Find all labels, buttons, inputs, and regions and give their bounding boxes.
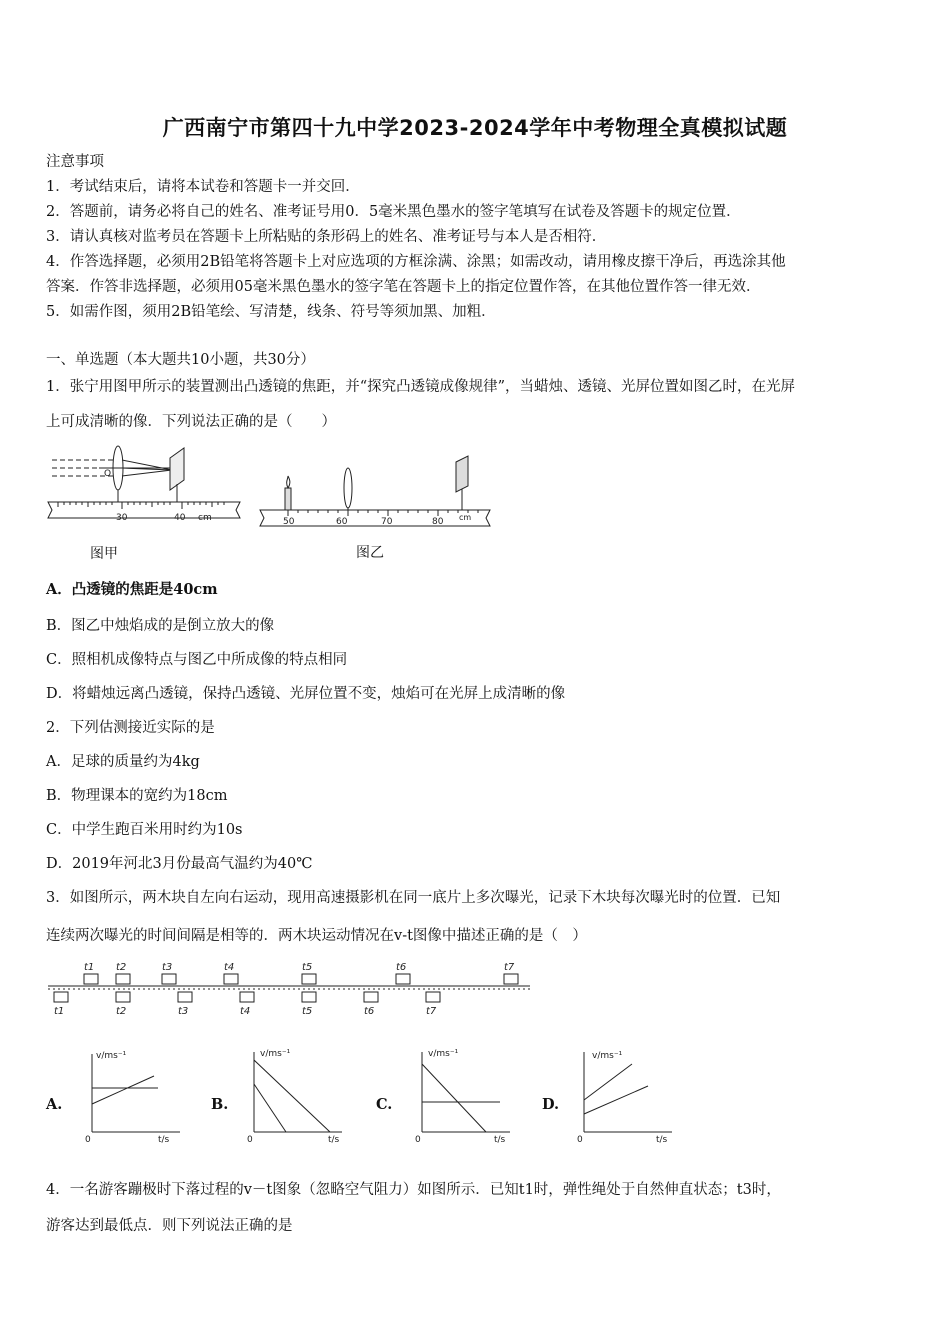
notice-item: 5．如需作图，须用2B铅笔绘、写清楚，线条、符号等须加黑、加粗． <box>46 304 496 320</box>
question-1-option-c: C．照相机成像特点与图乙中所成像的特点相同 <box>46 652 348 668</box>
ruler-tick-label: 40 <box>174 513 186 523</box>
origin-label: 0 <box>247 1135 253 1145</box>
question-1-option-b: B．图乙中烛焰成的是倒立放大的像 <box>46 618 275 634</box>
y-axis-label: v/ms⁻¹ <box>592 1051 623 1061</box>
question-2-option-c: C．中学生跑百米用时约为10s <box>46 822 243 838</box>
notice-item: 答案．作答非选择题，必须用05毫米黑色墨水的签字笔在答题卡上的指定位置作答，在其他位置作答一律无效． <box>46 279 761 295</box>
question-1-stem: 上可成清晰的像．下列说法正确的是（ ） <box>46 414 336 430</box>
graph-option-d <box>572 1046 682 1146</box>
notice-item: 4．作答选择题，必须用2B铅笔将答题卡上对应选项的方框涂满、涂黑；如需改动，请用橡皮擦干净后，再选涂其他 <box>46 254 786 270</box>
strobe-bottom-label: t4 <box>240 1006 251 1017</box>
graph-option-d-label: D. <box>542 1096 560 1113</box>
ruler-tick-label: 30 <box>116 513 128 523</box>
graph-option-b-label: B. <box>211 1096 229 1113</box>
graph-option-a <box>80 1046 190 1146</box>
graph-option-b <box>242 1046 352 1146</box>
question-3-stem: 连续两次曝光的时间间隔是相等的．两木块运动情况在v-t图像中描述正确的是（ ） <box>46 928 587 944</box>
strobe-top-label: t5 <box>302 962 313 973</box>
strobe-top-label: t7 <box>504 962 515 973</box>
ruler-tick-label: 60 <box>336 517 348 527</box>
notice-item: 3．请认真核对监考员在答题卡上所粘贴的条形码上的姓名、准考证号与本人是否相符． <box>46 229 607 245</box>
question-1-option-a: A．凸透镜的焦距是40cm <box>46 581 218 598</box>
origin-label: 0 <box>415 1135 421 1145</box>
question-2-option-a: A．足球的质量约为4kg <box>46 754 200 770</box>
strobe-bottom-label: t6 <box>364 1006 375 1017</box>
question-1-option-d: D．将蜡烛远离凸透镜，保持凸透镜、光屏位置不变，烛焰可在光屏上成清晰的像 <box>46 686 566 702</box>
figure-yi <box>258 452 494 532</box>
strobe-top-label: t3 <box>162 962 173 973</box>
y-axis-label: v/ms⁻¹ <box>428 1049 459 1059</box>
strobe-top-label: t2 <box>116 962 127 973</box>
origin-label: 0 <box>577 1135 583 1145</box>
figure-yi-caption: 图乙 <box>356 545 384 561</box>
y-axis-label: v/ms⁻¹ <box>96 1051 127 1061</box>
section-heading: 一、单选题（本大题共10小题，共30分） <box>46 352 315 368</box>
question-2-stem: 2．下列估测接近实际的是 <box>46 720 215 736</box>
ruler-unit-label: cm <box>198 513 212 523</box>
figure-jia-caption: 图甲 <box>90 546 118 562</box>
question-4-stem: 游客达到最低点．则下列说法正确的是 <box>46 1218 293 1234</box>
question-4-stem: 4．一名游客蹦极时下落过程的v－t图象（忽略空气阻力）如图所示．已知t1时，弹性绳处于自然伸直状态；t3时， <box>46 1182 781 1198</box>
ruler-tick-label: 50 <box>283 517 295 527</box>
optical-center-label: O <box>104 469 112 479</box>
notice-item: 2．答题前，请务必将自己的姓名、准考证号用0．5毫米黑色墨水的签字笔填写在试卷及答题卡的规定位置． <box>46 204 741 220</box>
notice-item: 1．考试结束后，请将本试卷和答题卡一并交回． <box>46 179 360 195</box>
x-axis-label: t/s <box>328 1135 340 1145</box>
graph-option-c-label: C. <box>376 1096 393 1113</box>
strobe-bottom-label: t3 <box>178 1006 189 1017</box>
x-axis-label: t/s <box>494 1135 506 1145</box>
question-2-option-d: D．2019年河北3月份最高气温约为40℃ <box>46 856 313 872</box>
strobe-top-label: t4 <box>224 962 235 973</box>
strobe-bottom-label: t7 <box>426 1006 437 1017</box>
strobe-top-label: t1 <box>84 962 95 973</box>
origin-label: 0 <box>85 1135 91 1145</box>
question-2-option-b: B．物理课本的宽约为18cm <box>46 788 228 804</box>
graph-option-a-label: A. <box>46 1096 63 1113</box>
notice-heading: 注意事项 <box>46 154 104 170</box>
question-3-stem: 3．如图所示，两木块自左向右运动，现用高速摄影机在同一底片上多次曝光，记录下木块每次曝光时的位置．已知 <box>46 890 781 906</box>
strobe-bottom-label: t2 <box>116 1006 127 1017</box>
strobe-top-label: t6 <box>396 962 407 973</box>
strobe-bottom-label: t1 <box>54 1006 65 1017</box>
x-axis-label: t/s <box>158 1135 170 1145</box>
x-axis-label: t/s <box>656 1135 668 1145</box>
y-axis-label: v/ms⁻¹ <box>260 1049 291 1059</box>
strobe-photo-figure <box>44 958 534 1018</box>
figure-jia <box>44 440 244 532</box>
graph-option-c <box>410 1046 520 1146</box>
page-title: 广西南宁市第四十九中学2023-2024学年中考物理全真模拟试题 <box>162 116 788 140</box>
question-1-stem: 1．张宁用图甲所示的装置测出凸透镜的焦距，并“探究凸透镜成像规律”，当蜡烛、透镜、光屏位置如图乙时，在光屏 <box>46 379 796 395</box>
strobe-bottom-label: t5 <box>302 1006 313 1017</box>
ruler-tick-label: 80 <box>432 517 444 527</box>
ruler-tick-label: 70 <box>381 517 393 527</box>
ruler-unit-label: cm <box>459 513 472 522</box>
